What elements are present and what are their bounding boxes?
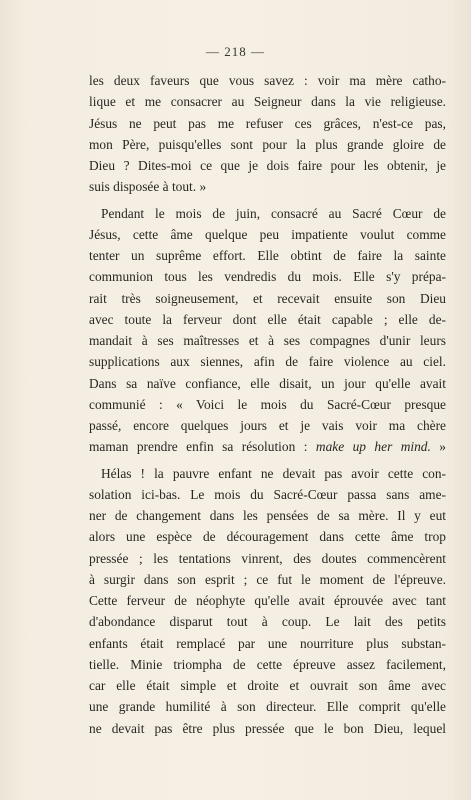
text-line: passé, encore quelques jours et je vais voir ma chère bbox=[89, 418, 446, 433]
body-text bbox=[89, 70, 446, 739]
text-line: Hélas ! la pauvre enfant ne devait pas avoir cette con- bbox=[101, 465, 446, 481]
paragraph bbox=[89, 463, 446, 739]
text-line bbox=[89, 436, 446, 457]
text-line: mandait à ses maîtresses et à ses compagnes d'unir leurs bbox=[89, 333, 446, 348]
text-line: alors une espèce de découragement dans cette âme trop bbox=[89, 529, 446, 545]
italic-phrase: make up her mind. bbox=[315, 439, 431, 455]
text-line: communié : « Voici le mois du Sacré-Cœur presque bbox=[89, 396, 446, 412]
paragraph bbox=[89, 203, 446, 458]
text-line: rait très soigneusement, et recevait ensuite son Dieu bbox=[89, 290, 446, 306]
paragraph bbox=[89, 70, 446, 198]
text-line: mon Père, puisqu'elles sont pour la plus grande gloire de bbox=[89, 136, 446, 152]
text-line: une grande humilité à son directeur. Elle comprit qu'elle bbox=[89, 699, 446, 715]
text-line: Dans sa naïve confiance, elle disait, un jour qu'elle avait bbox=[89, 375, 446, 391]
text-line: Dieu ? Dites-moi ce que je dois faire pour les obtenir, je bbox=[89, 158, 446, 173]
page-number: — 218 — bbox=[206, 44, 265, 59]
text-line: supplications aux siennes, afin de faire violence au ciel. bbox=[89, 354, 446, 370]
text-line: d'abondance disparut tout à coup. Le lait des petits bbox=[89, 614, 446, 630]
text-line: communion tous les vendredis du mois. Elle s'y prépa- bbox=[89, 269, 446, 285]
text-line: Pendant le mois de juin, consacré au Sacré Cœur de bbox=[101, 205, 446, 221]
text-line: avec toute la ferveur dont elle était capable ; elle de- bbox=[89, 311, 446, 327]
text-line: ne devait pas être plus pressée que le bon Dieu, lequel bbox=[89, 720, 446, 736]
text-line: Cette ferveur de néophyte qu'elle avait éprouvée avec tant bbox=[89, 593, 446, 608]
text-line: Jésus ne peut pas me refuser ces grâces, n'est-ce pas, bbox=[89, 115, 446, 131]
text-line: tielle. Minie triompha de cette épreuve assez facilement, bbox=[89, 656, 446, 672]
text-line: solation ici-bas. Le mois du Sacré-Cœur passa sans ame- bbox=[89, 486, 446, 502]
text-line: pressée ; les tentations vinrent, des doutes commencèrent bbox=[89, 550, 446, 566]
text-line: ner de changement dans les pensées de sa mère. Il y eut bbox=[89, 508, 446, 523]
text-line: Jésus, cette âme quelque peu impatiente voulut comme bbox=[89, 226, 446, 242]
text-line: à surgir dans son esprit ; ce fut le moment de l'épreuve. bbox=[89, 571, 446, 587]
text-segment: maman prendre enfin sa résolution : bbox=[89, 439, 308, 455]
text-line: enfants était remplacé par une nourriture plus substan- bbox=[89, 635, 446, 651]
text-line: tenter un suprême effort. Elle obtint de faire la sainte bbox=[89, 248, 446, 263]
text-segment: » bbox=[430, 439, 446, 455]
text-line: lique et me consacrer au Seigneur dans la vie religieuse. bbox=[89, 94, 446, 110]
text-line: les deux faveurs que vous savez : voir ma mère catho- bbox=[89, 73, 446, 88]
text-line: car elle était simple et droite et ouvrait son âme avec bbox=[89, 678, 446, 693]
text-line: suis disposée à tout. » bbox=[89, 179, 207, 195]
